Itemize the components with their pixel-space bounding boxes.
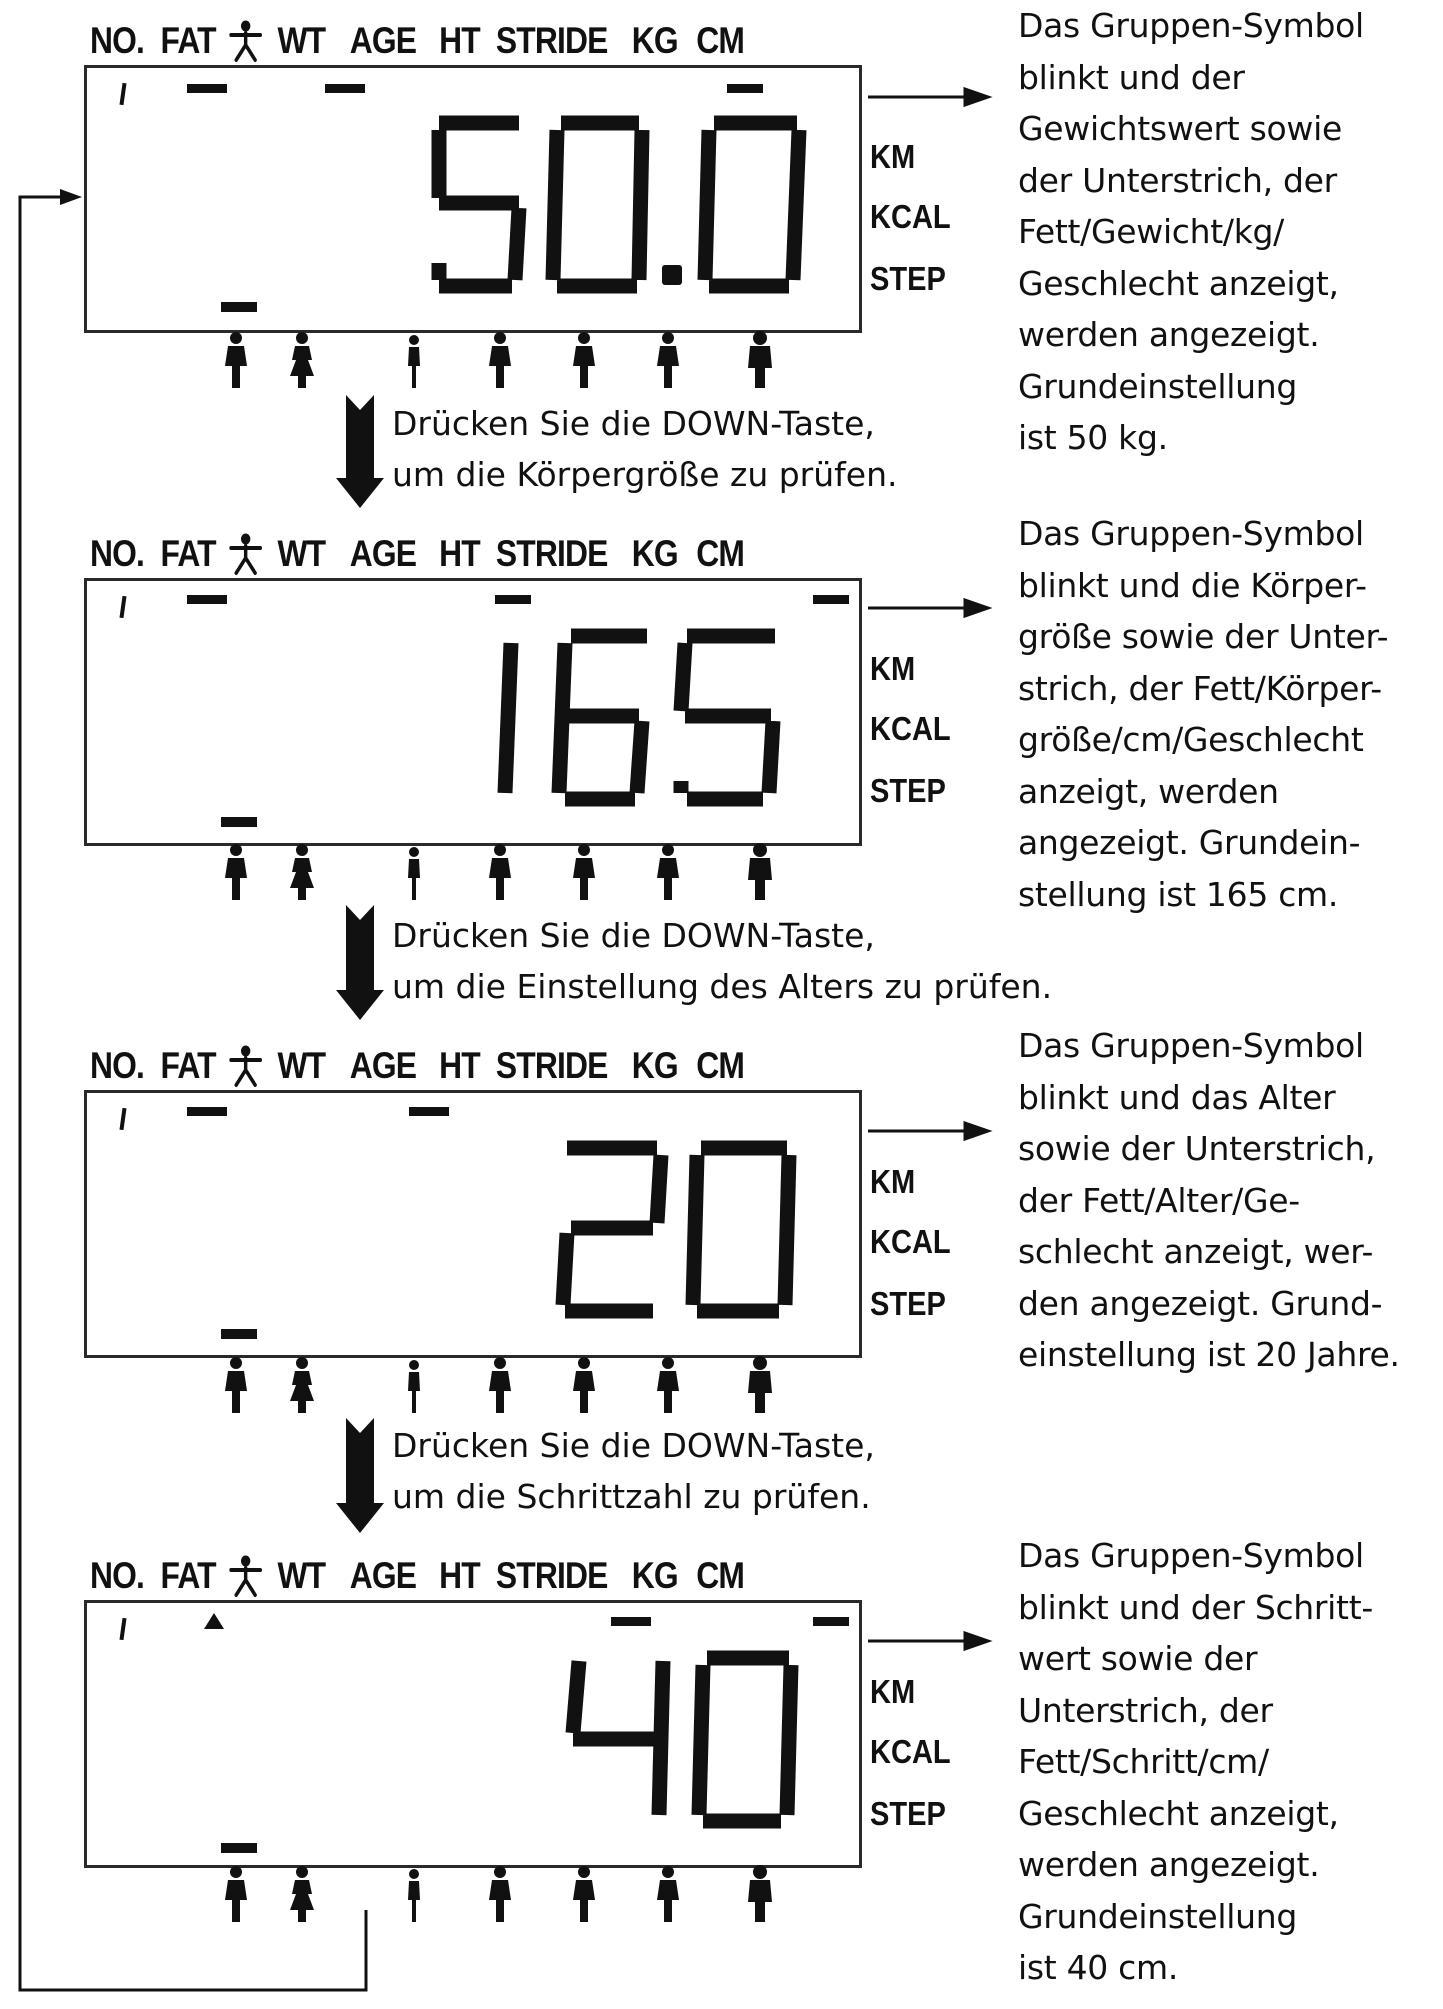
header-label-kg: KG <box>631 533 678 574</box>
header-label-ht: HT <box>439 533 480 574</box>
user-icon <box>573 844 595 900</box>
instruction-step-2: Drücken Sie die DOWN-Taste, um die Einstellung des Alters zu prüfen. <box>392 916 1053 1006</box>
header-label-kg: KG <box>631 20 678 61</box>
unit-kcal: KCAL <box>870 1223 951 1260</box>
user-icon <box>748 1865 772 1922</box>
male-user-icon <box>225 1866 247 1922</box>
user-profile-icons-row-3 <box>225 1356 772 1413</box>
unit-step: STEP <box>870 1285 946 1322</box>
male-user-icon <box>225 1357 247 1413</box>
user-icon <box>489 332 511 388</box>
header-label-age: AGE <box>349 1555 417 1596</box>
user-icon <box>748 843 772 900</box>
header-label-stride: STRIDE <box>495 1555 608 1596</box>
return-loop-connector <box>20 197 366 1990</box>
unit-km: KM <box>870 650 916 687</box>
header-label-stride: STRIDE <box>495 20 608 61</box>
header-label-fat: FAT <box>160 20 216 61</box>
user-icon <box>573 1866 595 1922</box>
female-user-icon <box>290 1357 314 1413</box>
instruction-step-1: Drücken Sie die DOWN-Taste, um die Körpergröße zu prüfen. <box>392 404 898 494</box>
user-icon <box>408 1869 420 1922</box>
description-height: Das Gruppen-Symbol blinkt und die Körper- größe sowie der Unter- strich, der Fett/Körper- größe/cm/Geschlecht anzeigt, werden angezeigt. Grundein- stellung ist 165 cm. <box>1018 514 1389 914</box>
user-icon <box>408 335 420 388</box>
user-icon <box>748 331 772 388</box>
header-label-cm: CM <box>696 533 745 574</box>
unit-step: STEP <box>870 772 946 809</box>
female-user-icon <box>290 844 314 900</box>
right-arrow-icon <box>868 89 988 1649</box>
header-label-ht: HT <box>439 20 480 61</box>
user-icon <box>573 1357 595 1413</box>
user-icon <box>408 847 420 900</box>
header-label-no: NO. <box>90 20 144 61</box>
user-icon <box>657 1357 679 1413</box>
header-label-cm: CM <box>696 1555 745 1596</box>
unit-kcal: KCAL <box>870 198 951 235</box>
header-label-no: NO. <box>90 1045 144 1086</box>
header-label-stride: STRIDE <box>495 533 608 574</box>
header-label-wt: WT <box>277 533 326 574</box>
header-label-ht: HT <box>439 1555 480 1596</box>
instruction-step-3: Drücken Sie die DOWN-Taste, um die Schrittzahl zu prüfen. <box>392 1426 875 1516</box>
header-label-no: NO. <box>90 1555 144 1596</box>
header-label-ht: HT <box>439 1045 480 1086</box>
description-age: Das Gruppen-Symbol blinkt und das Alter sowie der Unterstrich, der Fett/Alter/Ge- schlecht anzeigt, wer- den angezeigt. Grund- einstellung ist 20 Jahre. <box>1018 1026 1400 1374</box>
header-label-wt: WT <box>277 1555 326 1596</box>
user-icon <box>657 1866 679 1922</box>
description-weight: Das Gruppen-Symbol blinkt und der Gewichtswert sowie der Unterstrich, der Fett/Gewicht/kg/ Geschlecht anzeigt, werden angezeigt. Grundeinstellung ist 50 kg. <box>1018 6 1364 457</box>
down-arrow-icon <box>336 395 384 1533</box>
header-label-age: AGE <box>349 20 417 61</box>
male-user-icon <box>225 332 247 388</box>
unit-km: KM <box>870 1163 916 1200</box>
user-profile-icons-row-4 <box>225 1865 772 1922</box>
header-label-kg: KG <box>631 1045 678 1086</box>
female-user-icon <box>290 1866 314 1922</box>
header-label-wt: WT <box>277 20 326 61</box>
header-label-age: AGE <box>349 533 417 574</box>
user-icon <box>657 844 679 900</box>
header-label-cm: CM <box>696 1045 745 1086</box>
header-label-age: AGE <box>349 1045 417 1086</box>
user-icon <box>573 332 595 388</box>
user-profile-icons-row-2 <box>225 843 772 900</box>
header-label-kg: KG <box>631 1555 678 1596</box>
user-icon <box>748 1356 772 1413</box>
user-icon <box>489 1357 511 1413</box>
header-label-no: NO. <box>90 533 144 574</box>
user-icon <box>408 1360 420 1413</box>
loop-arrow-icon <box>60 189 82 205</box>
header-label-fat: FAT <box>160 533 216 574</box>
user-profile-icons-row-1 <box>225 331 772 388</box>
user-icon <box>489 844 511 900</box>
unit-kcal: KCAL <box>870 1733 951 1770</box>
description-stride: Das Gruppen-Symbol blinkt und der Schritt- wert sowie der Unterstrich, der Fett/Schritt/cm/ Geschlecht anzeigt, werden angezeigt. Grundeinstellung ist 40 cm. <box>1018 1536 1373 1987</box>
unit-kcal: KCAL <box>870 710 951 747</box>
male-user-icon <box>225 844 247 900</box>
user-icon <box>657 332 679 388</box>
header-label-cm: CM <box>696 20 745 61</box>
user-icon <box>489 1866 511 1922</box>
header-label-fat: FAT <box>160 1045 216 1086</box>
unit-step: STEP <box>870 1795 946 1832</box>
unit-km: KM <box>870 1673 916 1710</box>
unit-km: KM <box>870 138 916 175</box>
header-label-stride: STRIDE <box>495 1045 608 1086</box>
unit-step: STEP <box>870 260 946 297</box>
header-label-wt: WT <box>277 1045 326 1086</box>
female-user-icon <box>290 332 314 388</box>
header-label-fat: FAT <box>160 1555 216 1596</box>
